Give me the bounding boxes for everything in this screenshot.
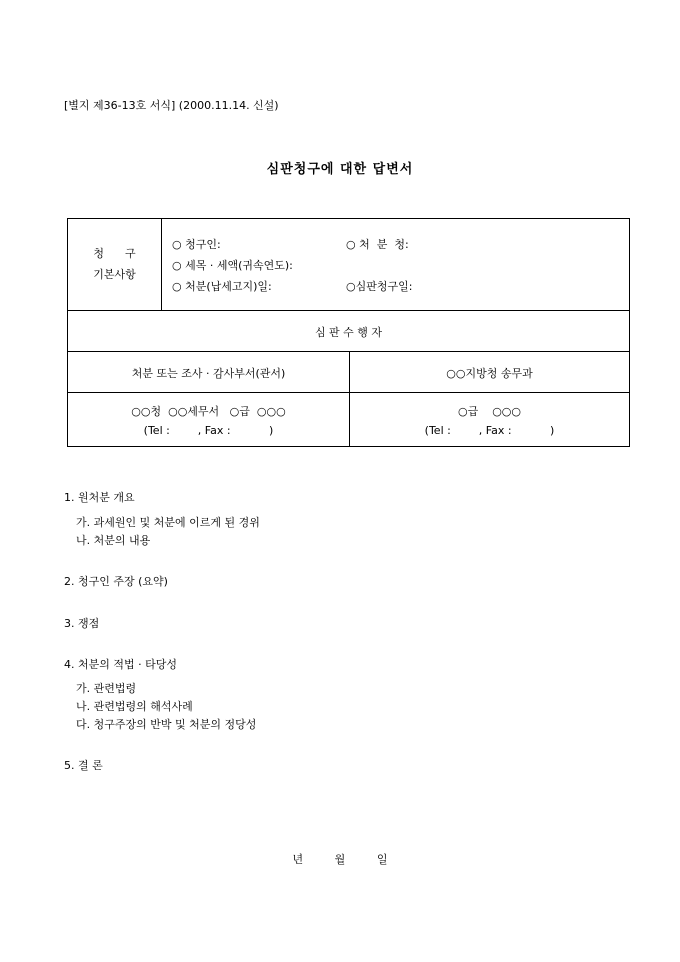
section-4a: 가. 관련법령 [76, 682, 137, 695]
date-day: 일 [376, 853, 388, 866]
col1-person: ○○청 ○○세무서 ○급 ○○○ [131, 405, 286, 418]
basic-info-label-line1: 청 구 [93, 247, 136, 260]
section-1b: 나. 처분의 내용 [76, 534, 151, 547]
date-month: 월 [334, 853, 346, 866]
row-divider-1 [68, 310, 629, 311]
disposition-date-field: ○ 처분(납세고지)일: [172, 280, 272, 293]
col1-header: 처분 또는 조사 · 감사부서(관서) [131, 367, 286, 380]
document-title: 심판청구에 대한 답변서 [266, 162, 414, 177]
col2-header: ○○지방청 송무과 [446, 367, 533, 380]
date-line [0, 851, 680, 867]
col1-contact: (Tel : , Fax : ) [143, 424, 274, 437]
form-reference: [별지 제36-13호 서식] (2000.11.14. 신설) [64, 99, 279, 112]
section-3: 3. 쟁점 [64, 617, 100, 630]
tax-item-field: ○ 세목 · 세액(귀속연도): [172, 259, 293, 272]
section-4b: 나. 관련법령의 해석사례 [76, 700, 193, 713]
section-4c: 다. 청구주장의 반박 및 처분의 정당성 [76, 718, 257, 731]
section-5: 5. 결 론 [64, 759, 103, 772]
claimant-field: ○ 청구인: [172, 238, 221, 251]
appeal-date-field: ○심판청구일: [346, 280, 413, 293]
info-table [67, 218, 630, 447]
section-1: 1. 원처분 개요 [64, 491, 135, 504]
col2-contact: (Tel : , Fax : ) [424, 424, 555, 437]
col2-person: ○급 ○○○ [457, 405, 521, 418]
label-divider [161, 219, 162, 310]
section-2: 2. 청구인 주장 (요약) [64, 575, 168, 588]
disposition-office-field: ○ 처 분 청: [346, 238, 409, 251]
section-1a: 가. 과세원인 및 처분에 이르게 된 경위 [76, 516, 260, 529]
section-4: 4. 처분의 적법 · 타당성 [64, 658, 177, 671]
date-year: 년 [292, 853, 304, 866]
basic-info-label-line2: 기본사항 [93, 268, 136, 281]
performer-header: 심 판 수 행 자 [314, 326, 383, 339]
